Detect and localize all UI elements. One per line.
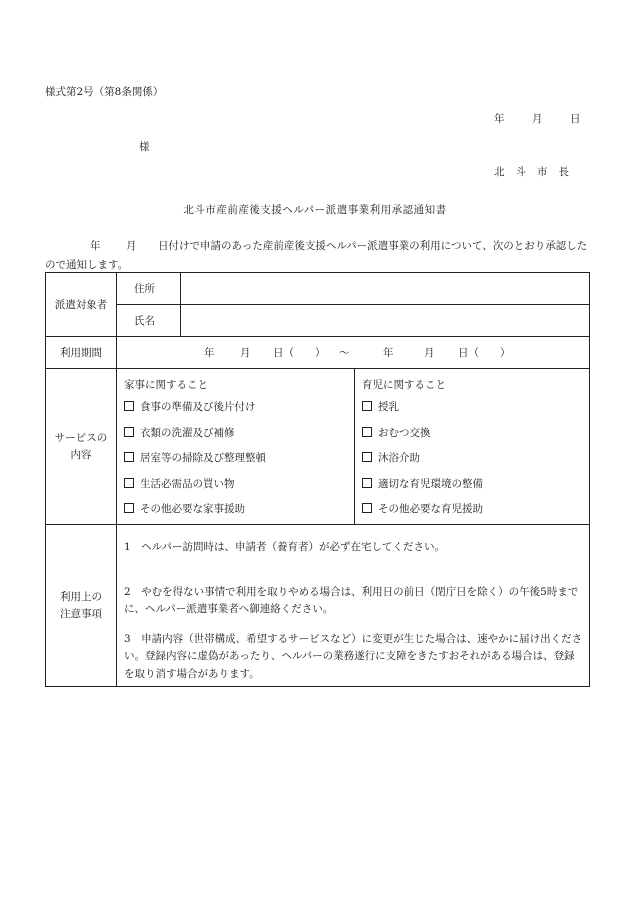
issue-date	[494, 111, 581, 126]
childcare-item	[362, 421, 589, 447]
address-field	[181, 273, 590, 305]
approval-table	[45, 272, 590, 687]
addressee-suffix: 様	[139, 141, 150, 153]
note-item: 3 申請内容（世帯構成、希望するサービスなど）に変更が生じた場合は、速やかに届け出ください。登録内容に虚偽があったり、ヘルパーの業務遂行に支障をきたすおそれがある場合は、登録を取り消す場合があります。	[124, 632, 583, 680]
name-label: 氏名	[117, 305, 181, 337]
notes-label-text: 利用上の注意事項	[60, 590, 102, 620]
checkbox[interactable]	[124, 478, 134, 488]
housework-item-label: 居室等の掃除及び整理整頓	[140, 452, 266, 465]
checkbox[interactable]	[124, 427, 134, 437]
notes-label	[46, 525, 117, 687]
checkbox[interactable]	[362, 503, 372, 513]
checkbox[interactable]	[362, 478, 372, 488]
housework-item-label: 衣類の洗濯及び補修	[140, 426, 235, 439]
housework-item	[124, 446, 354, 472]
notes-column	[117, 525, 590, 687]
housework-item-label: その他必要な家事援助	[140, 503, 245, 516]
period-start-year: 年	[204, 347, 215, 359]
checkbox[interactable]	[124, 452, 134, 462]
housework-item	[124, 421, 354, 447]
note-item: 2 やむを得ない事情で利用を取りやめる場合は、利用日の前日（閉庁日を除く）の午後5時までに、ヘルパー派遣事業者へ御連絡ください。	[124, 585, 579, 615]
checkbox[interactable]	[362, 401, 372, 411]
checkbox[interactable]	[362, 452, 372, 462]
childcare-item-label: 授乳	[378, 401, 399, 413]
name-field	[181, 305, 590, 337]
target-label: 派遣対象者	[46, 273, 117, 337]
body-year-label: 年	[90, 240, 101, 252]
note-item: 1 ヘルパー訪問時は、申請者（養育者）が必ず在宅してください。	[124, 541, 445, 553]
period-field	[117, 337, 590, 369]
checkbox[interactable]	[124, 503, 134, 513]
childcare-item-label: おむつ交換	[378, 426, 431, 439]
period-tilde: ～	[339, 347, 350, 359]
date-year-label: 年	[494, 113, 505, 125]
childcare-item	[362, 497, 589, 523]
period-start-month: 月	[240, 347, 251, 359]
housework-item-label: 食事の準備及び後片付け	[140, 401, 256, 413]
date-day-label: 日	[570, 113, 581, 125]
childcare-item	[362, 446, 589, 472]
period-label: 利用期間	[46, 337, 117, 369]
period-end-day: 日（ ）	[458, 347, 511, 359]
period-start-day: 日（ ）	[273, 347, 326, 359]
childcare-item	[362, 472, 589, 498]
housework-item	[124, 395, 354, 421]
childcare-item	[362, 395, 589, 421]
housework-column	[117, 369, 355, 525]
childcare-item-label: 適切な育児環境の整備	[378, 477, 483, 490]
document-title: 北斗市産前産後支援ヘルパー派遣事業利用承認通知書	[183, 204, 447, 216]
service-label-text: サービスの内容	[54, 431, 108, 461]
form-number: 様式第2号（第8条関係）	[45, 86, 164, 98]
body-month-label: 月	[126, 240, 137, 252]
checkbox[interactable]	[362, 427, 372, 437]
body-text: 日付けで申請のあった産前産後支援ヘルパー派遣事業の利用について、次のとおり承認したので通知します。	[45, 240, 588, 271]
sender: 北斗市長	[494, 166, 580, 178]
housework-item-label: 生活必需品の買い物	[140, 477, 235, 490]
childcare-heading: 育児に関すること	[362, 379, 446, 391]
service-label	[46, 369, 117, 525]
date-month-label: 月	[532, 113, 543, 125]
childcare-item-label: その他必要な育児援助	[378, 503, 483, 516]
checkbox[interactable]	[124, 401, 134, 411]
notice-body	[45, 237, 590, 275]
address-label: 住所	[117, 273, 181, 305]
housework-item	[124, 497, 354, 523]
period-end-year: 年	[383, 347, 394, 359]
housework-heading: 家事に関すること	[124, 379, 208, 391]
childcare-column	[355, 369, 590, 525]
period-end-month: 月	[424, 347, 435, 359]
housework-item	[124, 472, 354, 498]
childcare-item-label: 沐浴介助	[378, 452, 420, 465]
